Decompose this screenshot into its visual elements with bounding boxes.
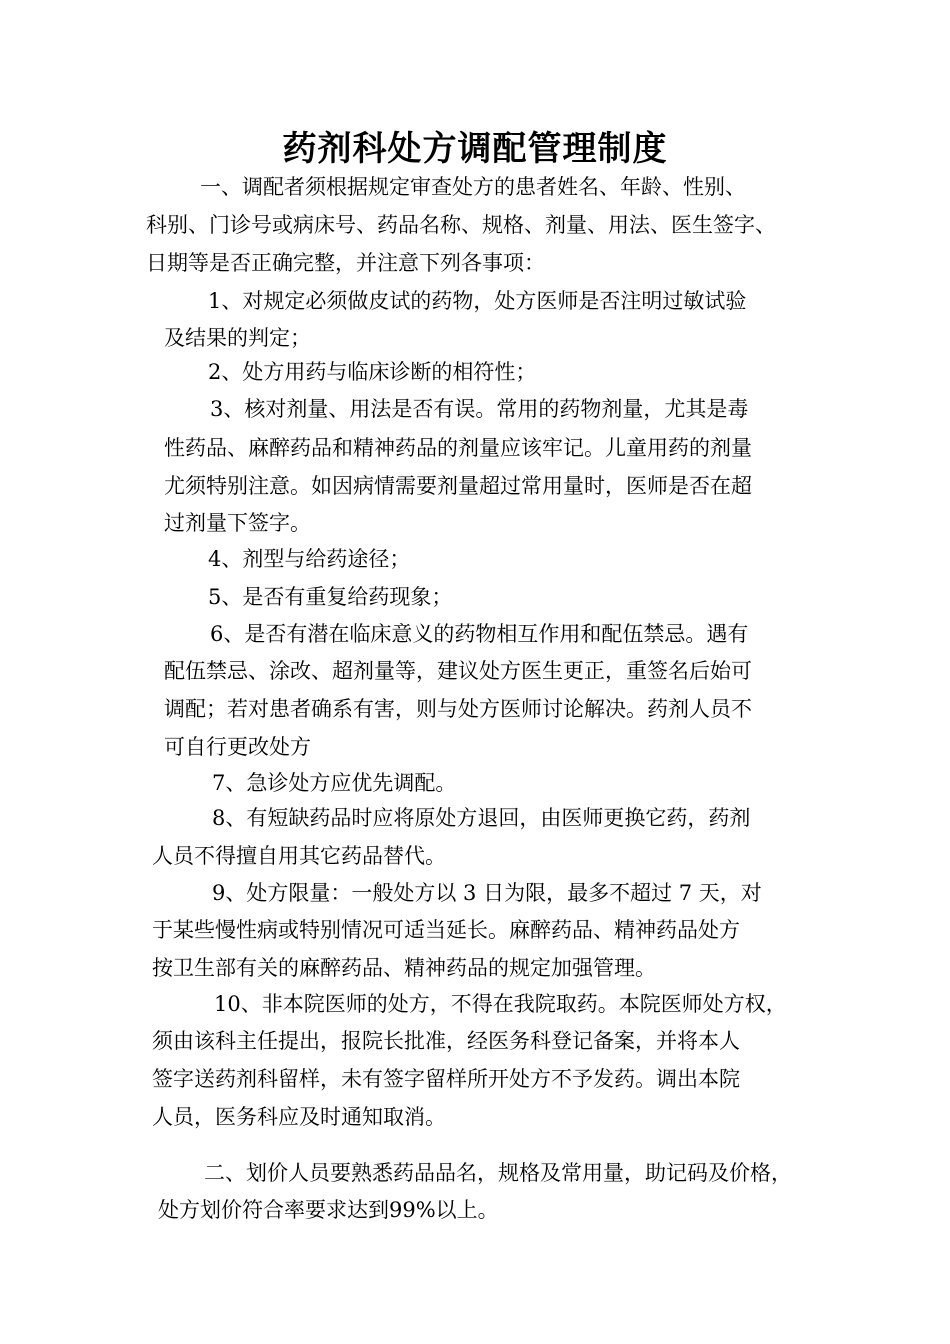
text-line: 配伍禁忌、涂改、超剂量等，建议处方医生更正，重签名后始可 <box>164 659 752 683</box>
document-title: 药剂科处方调配管理制度 <box>282 129 668 169</box>
text-line: 及结果的判定； <box>164 326 311 350</box>
text-line: 人员不得擅自用其它药品替代。 <box>152 844 446 868</box>
text-line: 性药品、麻醉药品和精神药品的剂量应该牢记。儿童用药的剂量 <box>164 436 752 460</box>
text-line: 调配；若对患者确系有害，则与处方医师讨论解决。药剂人员不 <box>164 697 752 721</box>
text-line: 7、急诊处方应优先调配。 <box>212 771 457 795</box>
text-line: 人员，医务科应及时通知取消。 <box>152 1105 446 1129</box>
text-line: 签字送药剂科留样，未有签字留样所开处方不予发药。调出本院 <box>152 1067 740 1091</box>
text-line: 5、是否有重复给药现象； <box>208 585 453 609</box>
text-line: 3、核对剂量、用法是否有误。常用的药物剂量，尤其是毒 <box>210 397 749 421</box>
text-line: 8、有短缺药品时应将原处方退回，由医师更换它药，药剂 <box>212 806 751 830</box>
text-line: 6、是否有潜在临床意义的药物相互作用和配伍禁忌。遇有 <box>210 622 749 646</box>
text-line: 科别、门诊号或病床号、药品名称、规格、剂量、用法、医生签字、 <box>146 213 776 237</box>
text-line: 按卫生部有关的麻醉药品、精神药品的规定加强管理。 <box>152 956 656 980</box>
text-line: 处方划价符合率要求达到99%以上。 <box>158 1198 499 1222</box>
text-line: 过剂量下签字。 <box>164 511 311 535</box>
text-line: 10、非本院医师的处方，不得在我院取药。本院医师处方权， <box>214 992 787 1016</box>
text-line: 4、剂型与给药途径； <box>208 547 411 571</box>
text-line: 2、处方用药与临床诊断的相符性； <box>208 360 537 384</box>
text-line: 日期等是否正确完整，并注意下列各事项： <box>146 251 545 275</box>
text-line: 尤须特别注意。如因病情需要剂量超过常用量时，医师是否在超 <box>164 474 752 498</box>
text-line: 9、处方限量：一般处方以 3 日为限，最多不超过 7 天，对 <box>212 881 762 905</box>
text-line: 二、划价人员要熟悉药品品名，规格及常用量，助记码及价格， <box>204 1161 792 1185</box>
text-line: 可自行更改处方 <box>164 735 311 759</box>
text-line: 于某些慢性病或特别情况可适当延长。麻醉药品、精神药品处方 <box>152 918 740 942</box>
text-line: 须由该科主任提出，报院长批准，经医务科登记备案，并将本人 <box>152 1029 740 1053</box>
text-line: 1、对规定必须做皮试的药物，处方医师是否注明过敏试验 <box>208 289 747 313</box>
text-line: 一、调配者须根据规定审查处方的患者姓名、年龄、性别、 <box>200 175 746 199</box>
